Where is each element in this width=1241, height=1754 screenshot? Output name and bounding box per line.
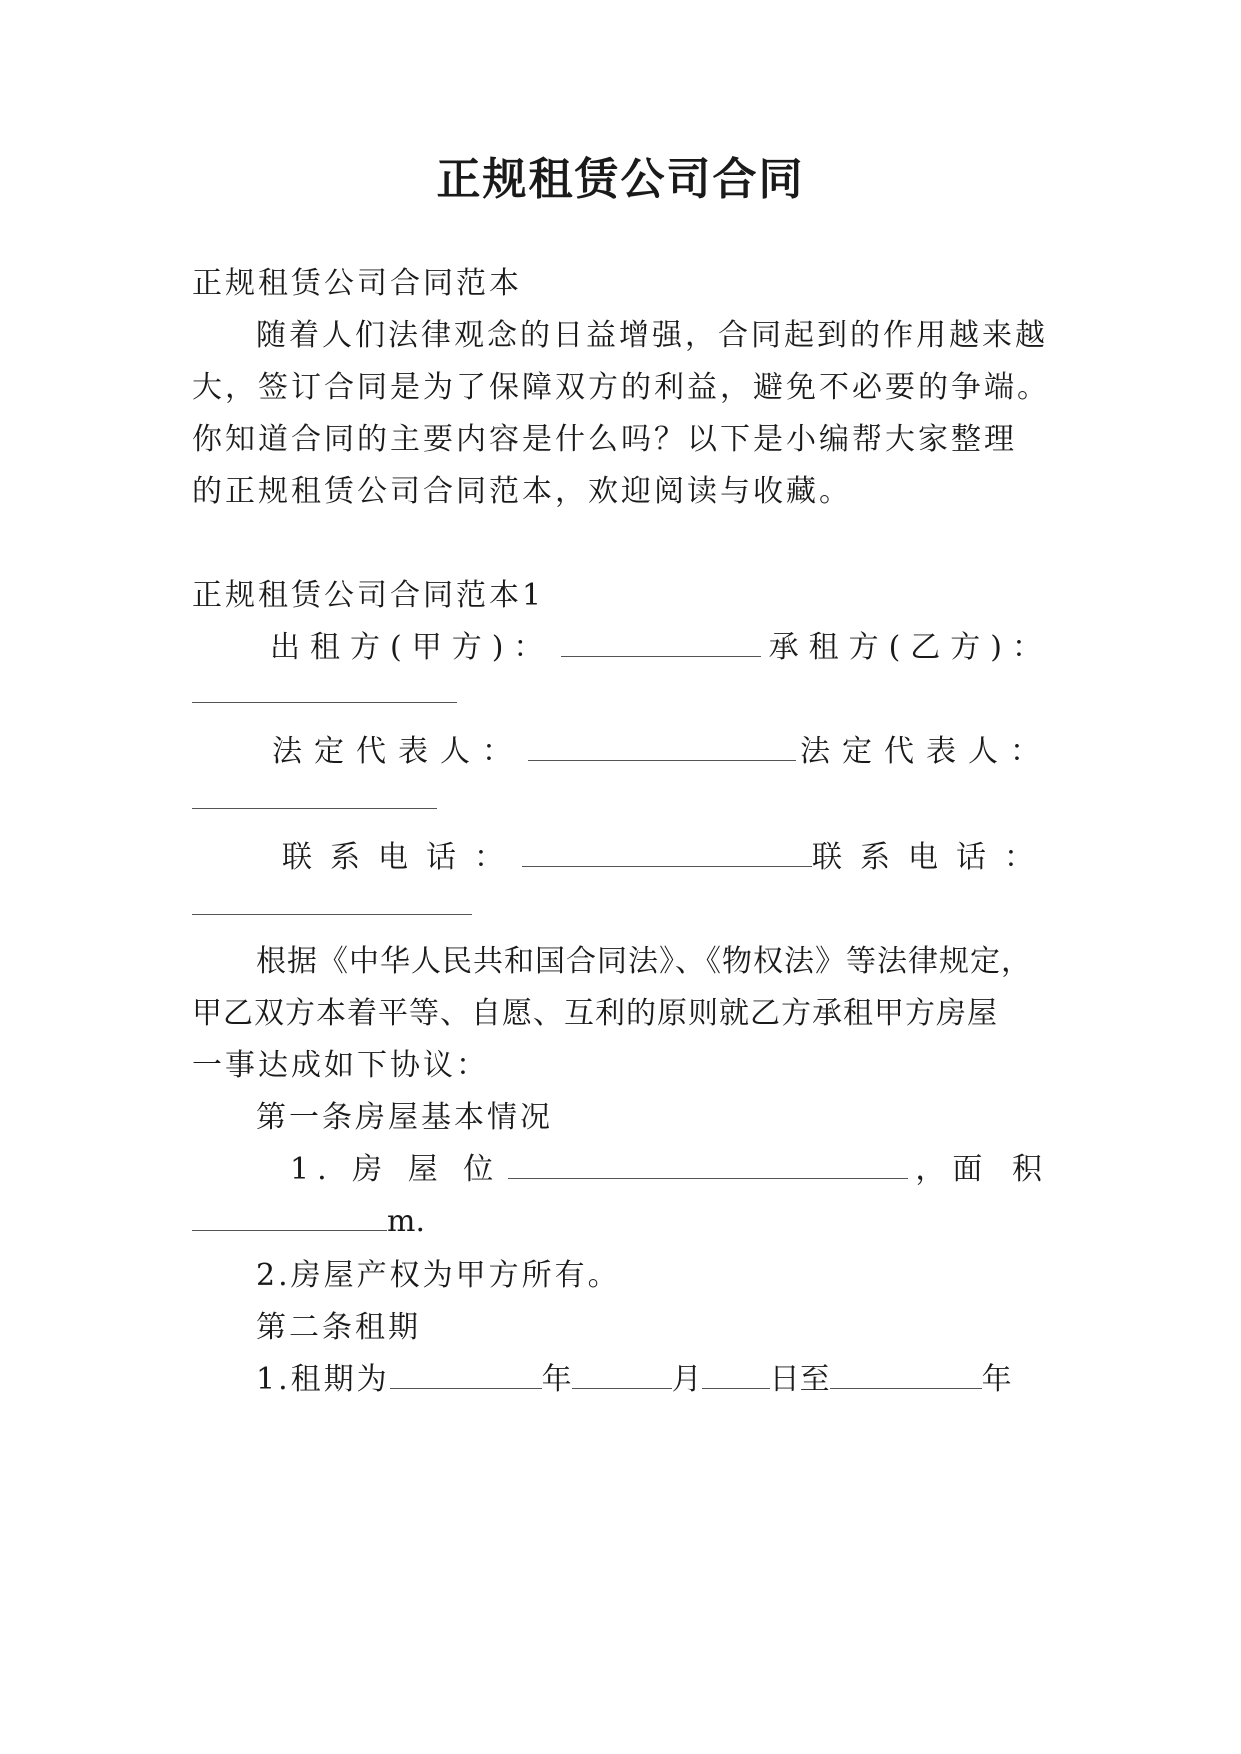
basis-line-3: 一事达成如下协议： — [192, 1048, 489, 1083]
rep-blank-a[interactable] — [528, 732, 796, 761]
phone-blank-line — [192, 884, 1052, 928]
start-year-blank[interactable] — [390, 1360, 542, 1389]
rep-blank-line — [192, 778, 1052, 822]
phone-blank-a[interactable] — [522, 838, 812, 867]
phone-line — [282, 836, 1052, 880]
rep-label-a: 法定代表人： — [272, 734, 524, 769]
rep-line — [272, 730, 1052, 774]
area-line — [192, 1200, 1052, 1244]
basis-line-2: 甲乙双方本着平等、自愿、互利的原则就乙方承租甲方房屋 — [192, 996, 998, 1031]
subtitle: 正规租赁公司合同范本 — [192, 266, 522, 301]
article1-heading: 第一条房屋基本情况 — [256, 1100, 553, 1135]
lessor-label: 出租方(甲方)： — [270, 630, 554, 665]
start-month-blank[interactable] — [572, 1360, 672, 1389]
intro-line-1: 随着人们法律观念的日益增强，合同起到的作用越来越 — [256, 318, 1048, 353]
article1-item2: 2.房屋产权为甲方所有。 — [256, 1258, 621, 1293]
year2-label: 年 — [981, 1362, 1012, 1397]
article1-item1 — [290, 1148, 1052, 1192]
item1-area-label: 面 积 — [952, 1152, 1052, 1187]
lessee-blank[interactable] — [192, 674, 457, 703]
item1-mid: ， — [915, 1152, 946, 1187]
month1-label: 月 — [671, 1362, 702, 1397]
intro-line-3: 你知道合同的主要内容是什么吗？以下是小编帮大家整理 — [192, 422, 1017, 457]
intro-line-2: 大，签订合同是为了保障双方的利益，避免不必要的争端。 — [192, 370, 1050, 405]
day1-label: 日至 — [769, 1362, 830, 1397]
year1-label: 年 — [541, 1362, 572, 1397]
start-day-blank[interactable] — [702, 1360, 770, 1389]
section-title: 正规租赁公司合同范本1 — [192, 578, 545, 613]
phone-blank-b[interactable] — [192, 886, 472, 915]
term-prefix: 1.租期为 — [256, 1362, 390, 1397]
lessor-blank[interactable] — [561, 628, 761, 657]
phone-label-b: 联系电话： — [812, 840, 1052, 875]
rep-label-b: 法定代表人： — [800, 734, 1052, 769]
phone-label-a: 联系电话： — [282, 840, 522, 875]
end-year-blank[interactable] — [830, 1360, 982, 1389]
lessee-label: 承租方(乙方)： — [768, 630, 1052, 665]
basis-line-1: 根据《中华人民共和国合同法》、《物权法》等法律规定， — [256, 944, 1032, 979]
lessee-blank-line — [192, 672, 1052, 716]
location-blank[interactable] — [508, 1150, 908, 1179]
area-unit: m. — [387, 1204, 425, 1239]
intro-line-4: 的正规租赁公司合同范本，欢迎阅读与收藏。 — [192, 474, 852, 509]
party-line — [270, 626, 1052, 670]
article2-heading: 第二条租期 — [256, 1310, 421, 1345]
area-blank[interactable] — [192, 1202, 387, 1231]
article2-term — [256, 1358, 1052, 1402]
rep-blank-b[interactable] — [192, 780, 437, 809]
document-title: 正规租赁公司合同 — [436, 154, 805, 205]
item1-prefix: 1. 房 屋 位 — [290, 1152, 502, 1187]
